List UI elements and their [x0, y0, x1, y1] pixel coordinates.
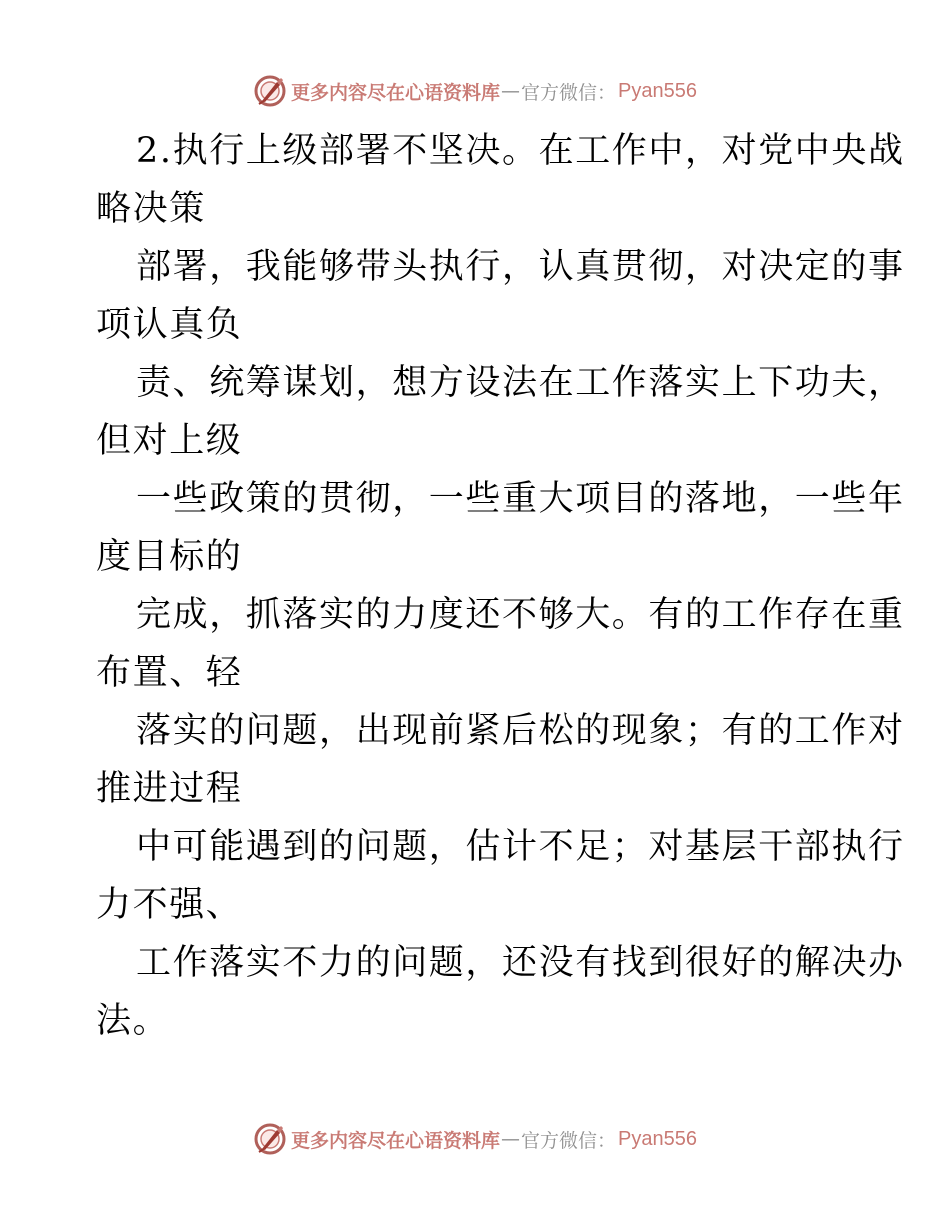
watermark-dash: —	[501, 80, 521, 102]
paragraph-line: 布置、轻	[96, 653, 243, 693]
paragraph-line: 项认真负	[96, 305, 243, 345]
paragraph-line: 2.执行上级部署不坚决。在工作中，对党中央战	[136, 131, 905, 171]
paragraph-line: 一些政策的贯彻，一些重大项目的落地，一些年	[136, 479, 905, 519]
paragraph-line: 责、统筹谋划，想方设法在工作落实上下功夫，	[136, 363, 905, 403]
paragraph-line: 推进过程	[96, 769, 243, 809]
watermark-wechat-id: Pyan556	[618, 1127, 697, 1150]
paragraph-line: 略决策	[96, 189, 206, 229]
document-body	[96, 122, 905, 1050]
quill-logo-icon	[253, 1122, 287, 1156]
paragraph-line: 完成，抓落实的力度还不够大。有的工作存在重	[136, 595, 905, 635]
watermark-dash: —	[501, 1128, 521, 1150]
watermark-wechat-id: Pyan556	[618, 79, 697, 102]
watermark-text: 更多内容尽在心语资料库	[291, 1129, 501, 1152]
paragraph-line: 中可能遇到的问题，估计不足；对基层干部执行	[136, 827, 905, 867]
paragraph-line: 部署，我能够带头执行，认真贯彻，对决定的事	[136, 247, 905, 287]
watermark-wechat-label: 官方微信：	[521, 1129, 617, 1152]
quill-logo-icon	[253, 74, 287, 108]
paragraph-line: 力不强、	[96, 885, 243, 925]
watermark-wechat-label: 官方微信：	[521, 81, 617, 104]
paragraph-line: 法。	[96, 1001, 170, 1041]
paragraph-line: 工作落实不力的问题，还没有找到很好的解决办	[136, 943, 905, 983]
header-watermark	[0, 71, 950, 111]
paragraph-line: 度目标的	[96, 537, 243, 577]
watermark-text: 更多内容尽在心语资料库	[291, 81, 501, 104]
footer-watermark	[0, 1119, 950, 1159]
paragraph-line: 落实的问题，出现前紧后松的现象；有的工作对	[136, 711, 905, 751]
paragraph-line: 但对上级	[96, 421, 243, 461]
